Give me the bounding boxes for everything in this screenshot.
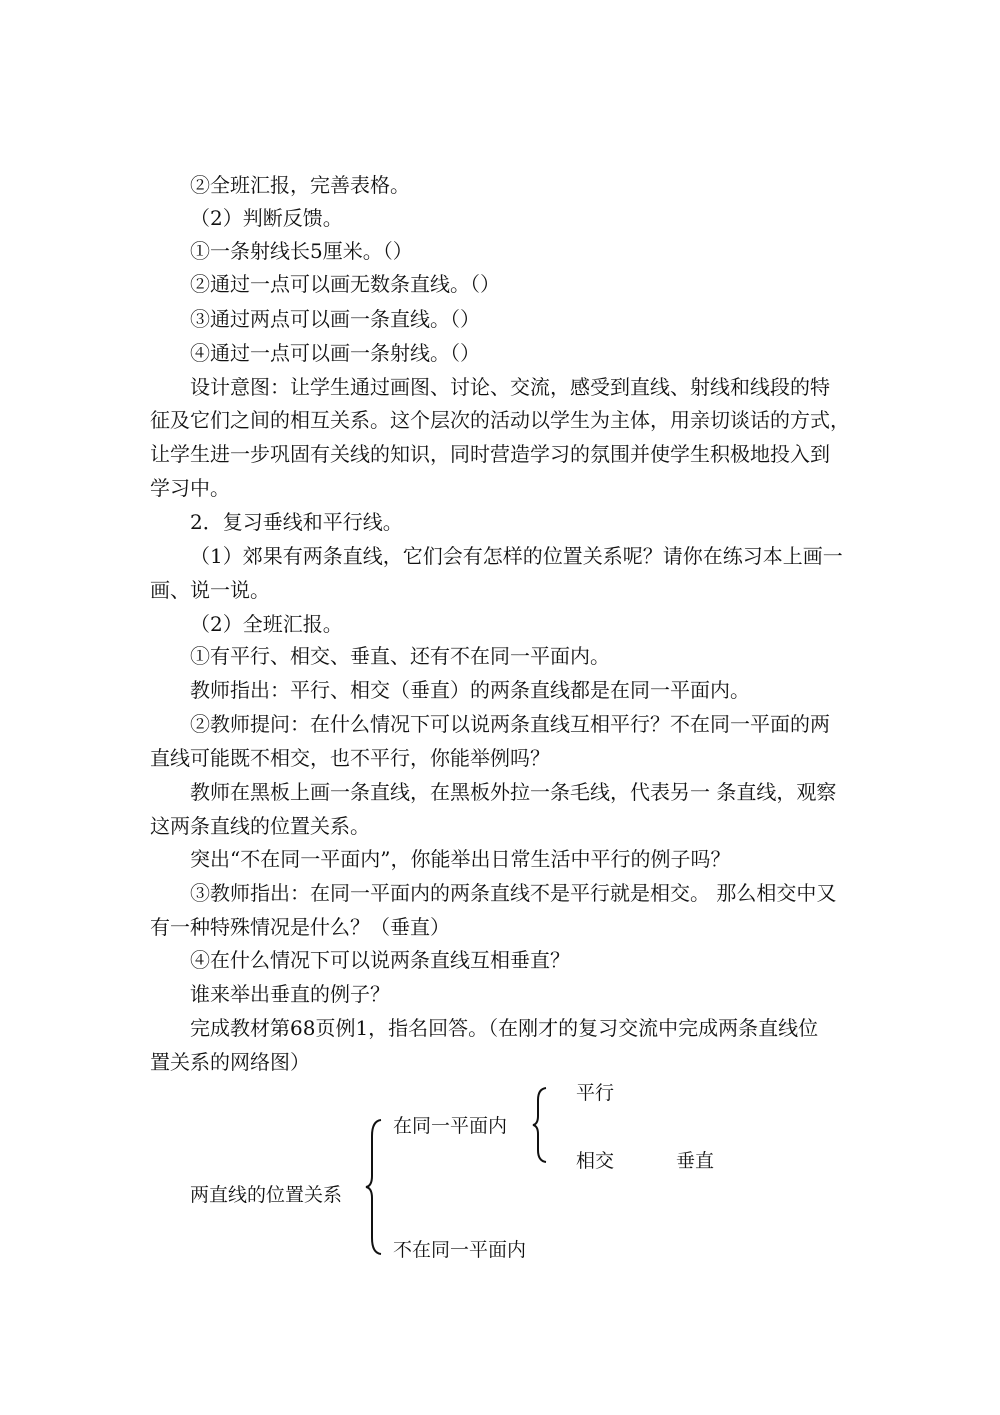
text-line: 这两条直线的位置关系。 <box>150 814 370 838</box>
small-brace-icon <box>531 1086 549 1164</box>
text-line: 突出“不在同一平面内”，你能举出日常生活中平行的例子吗？ <box>190 847 731 871</box>
diagram-not-same-plane-label: 不在同一平面内 <box>393 1239 527 1261</box>
text-line: 有一种特殊情况是什么？（垂直） <box>150 915 450 939</box>
text-line: （2）全班汇报。 <box>190 612 343 636</box>
text-line: ②教师提问：在什么情况下可以说两条直线互相平行？不在同一平面的两 <box>190 712 830 736</box>
text-line: ②全班汇报，完善表格。 <box>190 173 410 197</box>
text-line: 教师指出：平行、相交（垂直）的两条直线都是在同一平面内。 <box>190 678 750 702</box>
text-line: 设计意图：让学生通过画图、讨论、交流，感受到直线、射线和线段的特 <box>190 375 830 399</box>
text-line: ②通过一点可以画无数条直线。（） <box>190 272 500 296</box>
text-line: ①一条射线长5厘米。（） <box>190 239 413 263</box>
text-line: 谁来举出垂直的例子？ <box>190 982 390 1006</box>
diagram-root-label: 两直线的位置关系 <box>190 1184 343 1206</box>
text-line: ④通过一点可以画一条射线。（） <box>190 341 480 365</box>
text-line: （2）判断反馈。 <box>190 206 343 230</box>
diagram-perpendicular-label: 垂直 <box>676 1150 715 1172</box>
text-line: ③通过两点可以画一条直线。（） <box>190 307 480 331</box>
text-line: ①有平行、相交、垂直、还有不在同一平面内。 <box>190 644 610 668</box>
text-line: 画、说一说。 <box>150 578 270 602</box>
diagram-parallel-label: 平行 <box>576 1082 615 1104</box>
text-line: 置关系的网络图） <box>150 1050 310 1074</box>
text-line: （1）郊果有两条直线，它们会有怎样的位置关系呢？请你在练习本上画一 <box>190 544 843 568</box>
text-line: 2．复习垂线和平行线。 <box>190 510 403 534</box>
text-line: ③教师指出：在同一平面内的两条直线不是平行就是相交。 那么相交中又 <box>190 881 837 905</box>
diagram-intersect-label: 相交 <box>576 1150 615 1172</box>
text-line: ④在什么情况下可以说两条直线互相垂直？ <box>190 948 570 972</box>
large-brace-icon <box>364 1118 384 1256</box>
text-line: 征及它们之间的相互关系。这个层次的活动以学生为主体，用亲切谈话的方式， <box>150 408 850 432</box>
text-line: 让学生进一步巩固有关线的知识，同时营造学习的氛围并使学生积极地投入到 <box>150 442 830 466</box>
text-line: 教师在黑板上画一条直线，在黑板外拉一条毛线，代表另一 条直线，观察 <box>190 780 837 804</box>
text-line: 学习中。 <box>150 476 230 500</box>
diagram-same-plane-label: 在同一平面内 <box>393 1115 508 1137</box>
text-line: 完成教材第68页例1，指名回答。（在刚才的复习交流中完成两条直线位 <box>190 1016 819 1040</box>
text-line: 直线可能既不相交，也不平行，你能举例吗？ <box>150 746 550 770</box>
